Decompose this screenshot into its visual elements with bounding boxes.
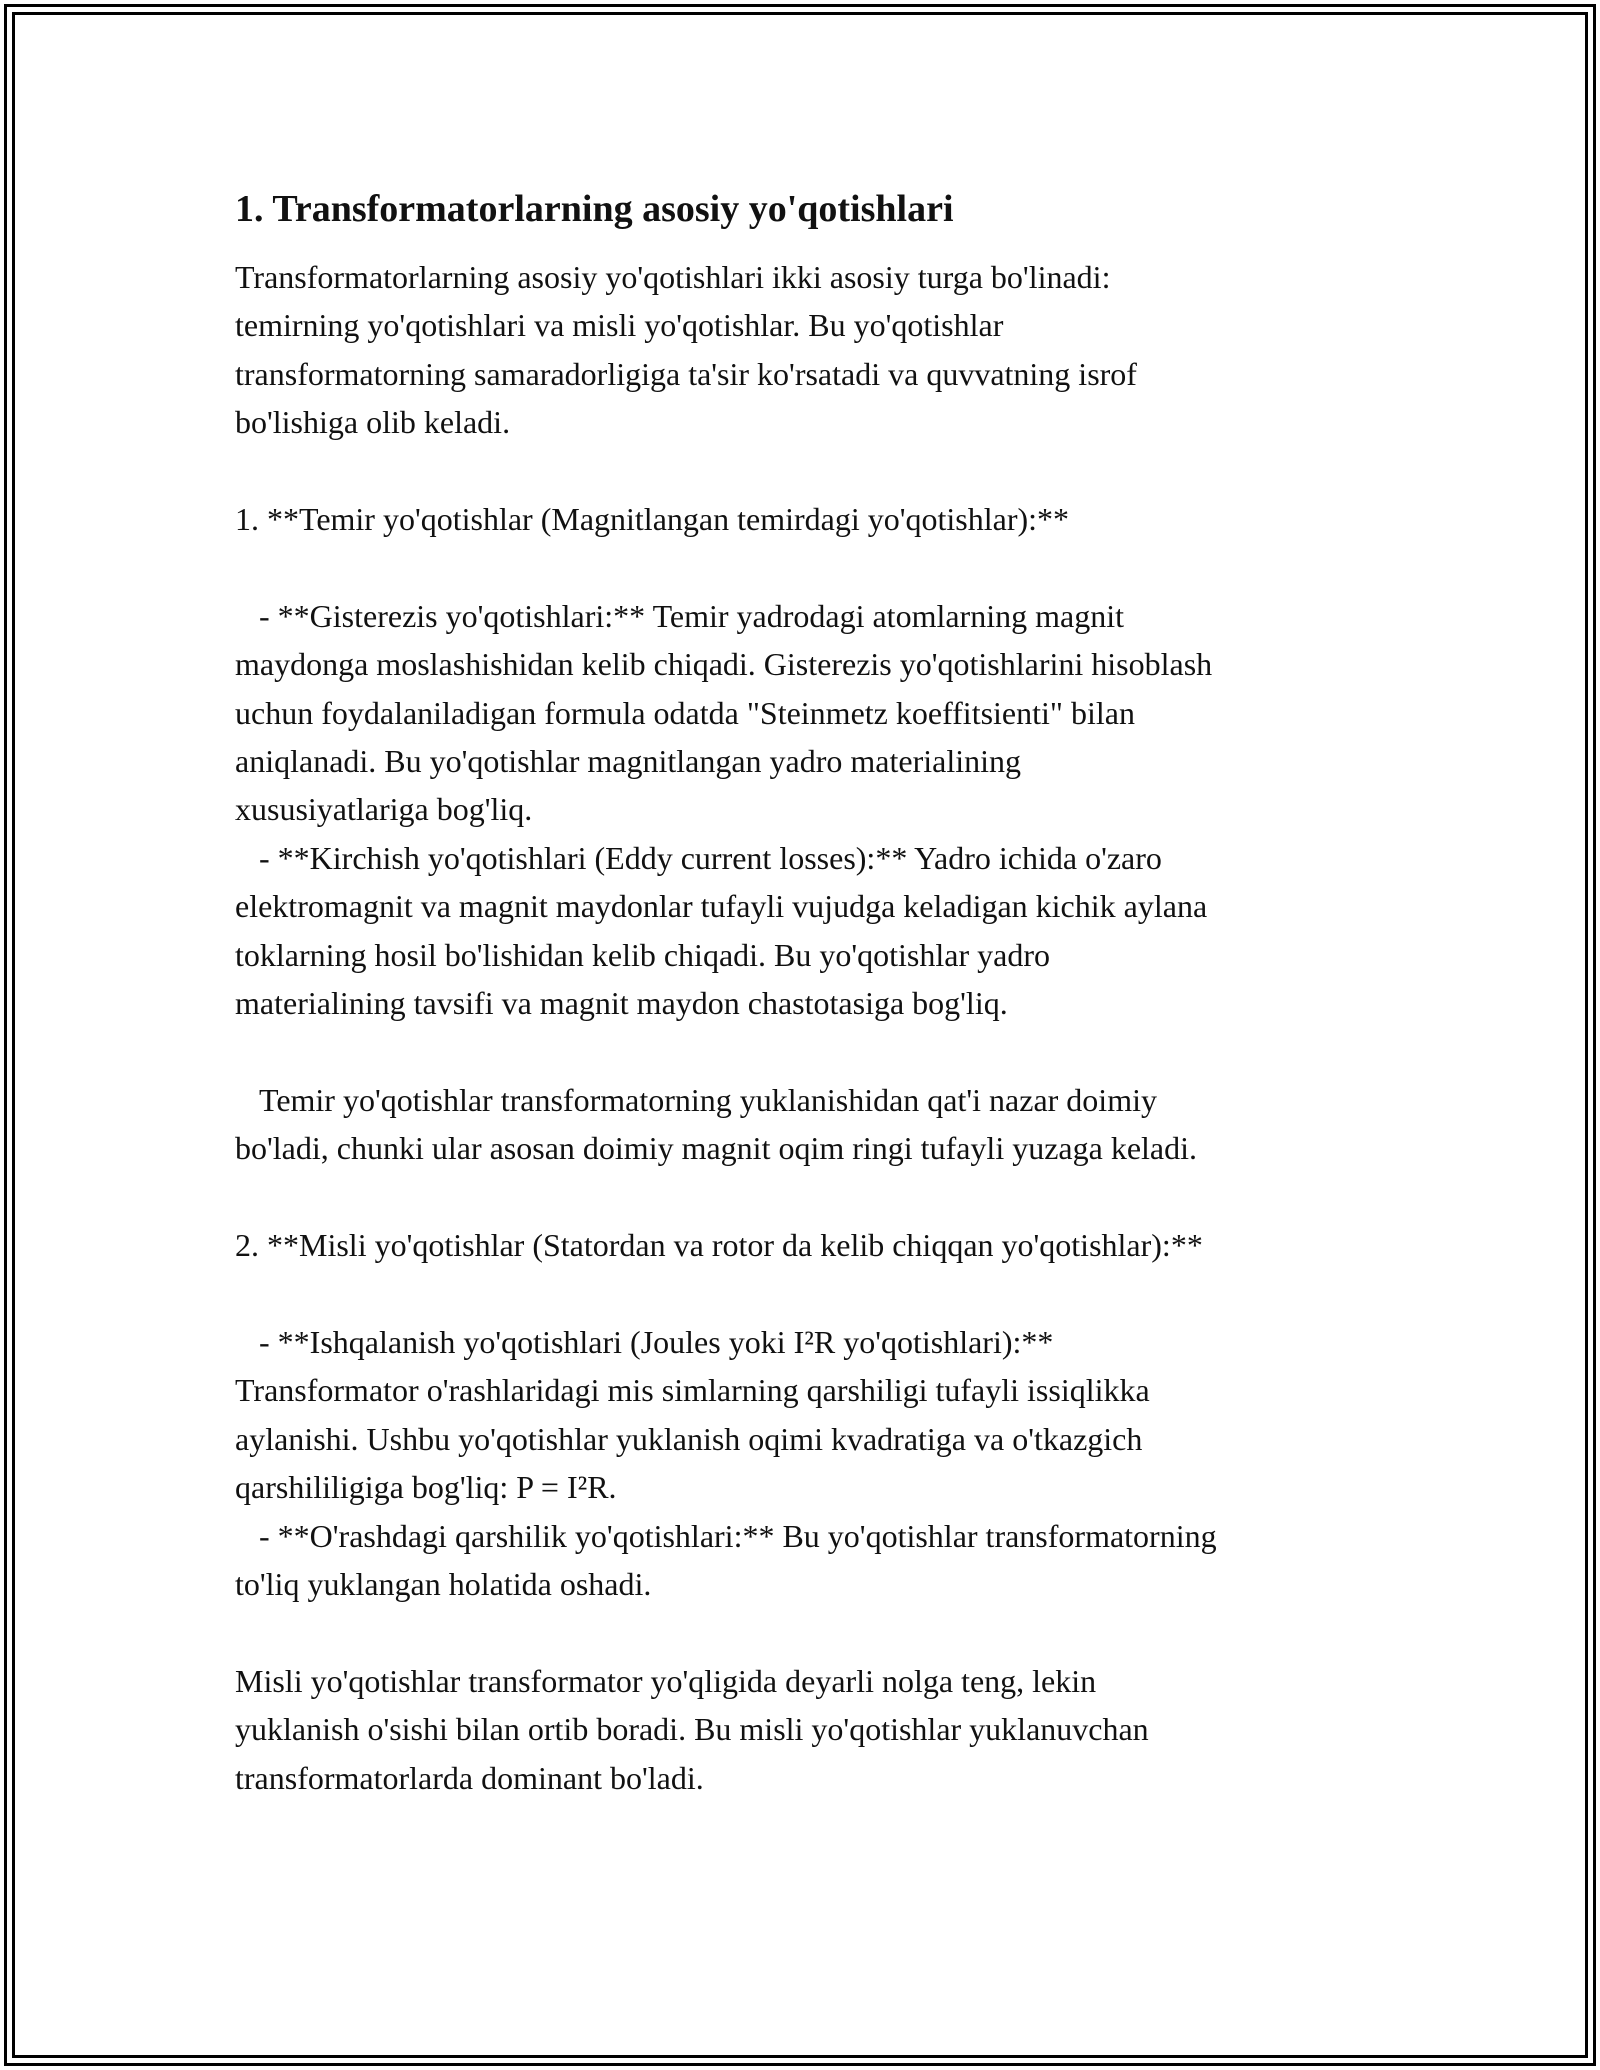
text-line: uchun foydalaniladigan formula odatda "Steinmetz koeffitsienti" bilan <box>235 694 1135 731</box>
text-line: bo'lishiga olib keladi. <box>235 404 511 441</box>
text-line: aylanishi. Ushbu yo'qotishlar yuklanish oqimi kvadratiga va o'tkazgich <box>235 1420 1143 1457</box>
text-line: toklarning hosil bo'lishidan kelib chiqadi. Bu yo'qotishlar yadro <box>235 936 1050 973</box>
text-line: Temir yo'qotishlar transformatorning yuklanishidan qat'i nazar doimiy <box>235 1081 1157 1118</box>
text-line: Transformatorlarning asosiy yo'qotishlari ikki asosiy turga bo'linadi: <box>235 259 1111 295</box>
text-line: Misli yo'qotishlar transformator yo'qligida deyarli nolga teng, lekin <box>235 1662 1097 1699</box>
document-body <box>235 185 1385 1802</box>
blank-line <box>235 447 1385 495</box>
text-line: maydonga moslashishidan kelib chiqadi. Gisterezis yo'qotishlarini hisoblash <box>235 646 1213 683</box>
text-line: Transformator o'rashlaridagi mis simlarning qarshiligi tufayli issiqlikka <box>235 1372 1150 1409</box>
blank-line <box>235 1173 1385 1221</box>
blank-line <box>235 1608 1385 1656</box>
text-line: temirning yo'qotishlari va misli yo'qotishlar. Bu yo'qotishlar <box>235 307 1004 344</box>
blank-line <box>235 1270 1385 1318</box>
text-line: to'liq yuklangan holatida oshadi. <box>235 1565 652 1602</box>
body-text <box>235 253 1385 1802</box>
text-line: elektromagnit va magnit maydonlar tufayli vujudga keladigan kichik aylana <box>235 888 1208 925</box>
text-line: yuklanish o'sishi bilan ortib boradi. Bu misli yo'qotishlar yuklanuvchan <box>235 1711 1149 1748</box>
text-line: - **Ishqalanish yo'qotishlari (Joules yoki I²R yo'qotishlari):** <box>235 1323 1054 1360</box>
text-line: transformatorning samaradorligiga ta'sir ko'rsatadi va quvvatning isrof <box>235 355 1137 392</box>
text-line: aniqlanadi. Bu yo'qotishlar magnitlangan yadro materialining <box>235 743 1022 780</box>
text-line: materialining tavsifi va magnit maydon chastotasiga bog'liq. <box>235 985 1008 1022</box>
text-line: bo'ladi, chunki ular asosan doimiy magnit oqim ringi tufayli yuzaga keladi. <box>235 1130 1197 1167</box>
text-line: qarshililigiga bog'liq: P = I²R. <box>235 1469 617 1506</box>
text-line: xususiyatlariga bog'liq. <box>235 791 533 828</box>
text-line: transformatorlarda dominant bo'ladi. <box>235 1759 704 1796</box>
section-heading: 1. Transformatorlarning asosiy yo'qotishlari <box>235 188 954 230</box>
text-line: - **Gisterezis yo'qotishlari:** Temir yadrodagi atomlarning magnit <box>235 597 1124 634</box>
text-line: - **O'rashdagi qarshilik yo'qotishlari:** Bu yo'qotishlar transformatorning <box>235 1517 1217 1554</box>
blank-line <box>235 1028 1385 1076</box>
blank-line <box>235 543 1385 591</box>
text-line: 1. **Temir yo'qotishlar (Magnitlangan temirdagi yo'qotishlar):** <box>235 501 1070 538</box>
text-line: 2. **Misli yo'qotishlar (Statordan va rotor da kelib chiqqan yo'qotishlar):** <box>235 1227 1203 1264</box>
text-line: - **Kirchish yo'qotishlari (Eddy current losses):** Yadro ichida o'zaro <box>235 839 1162 876</box>
